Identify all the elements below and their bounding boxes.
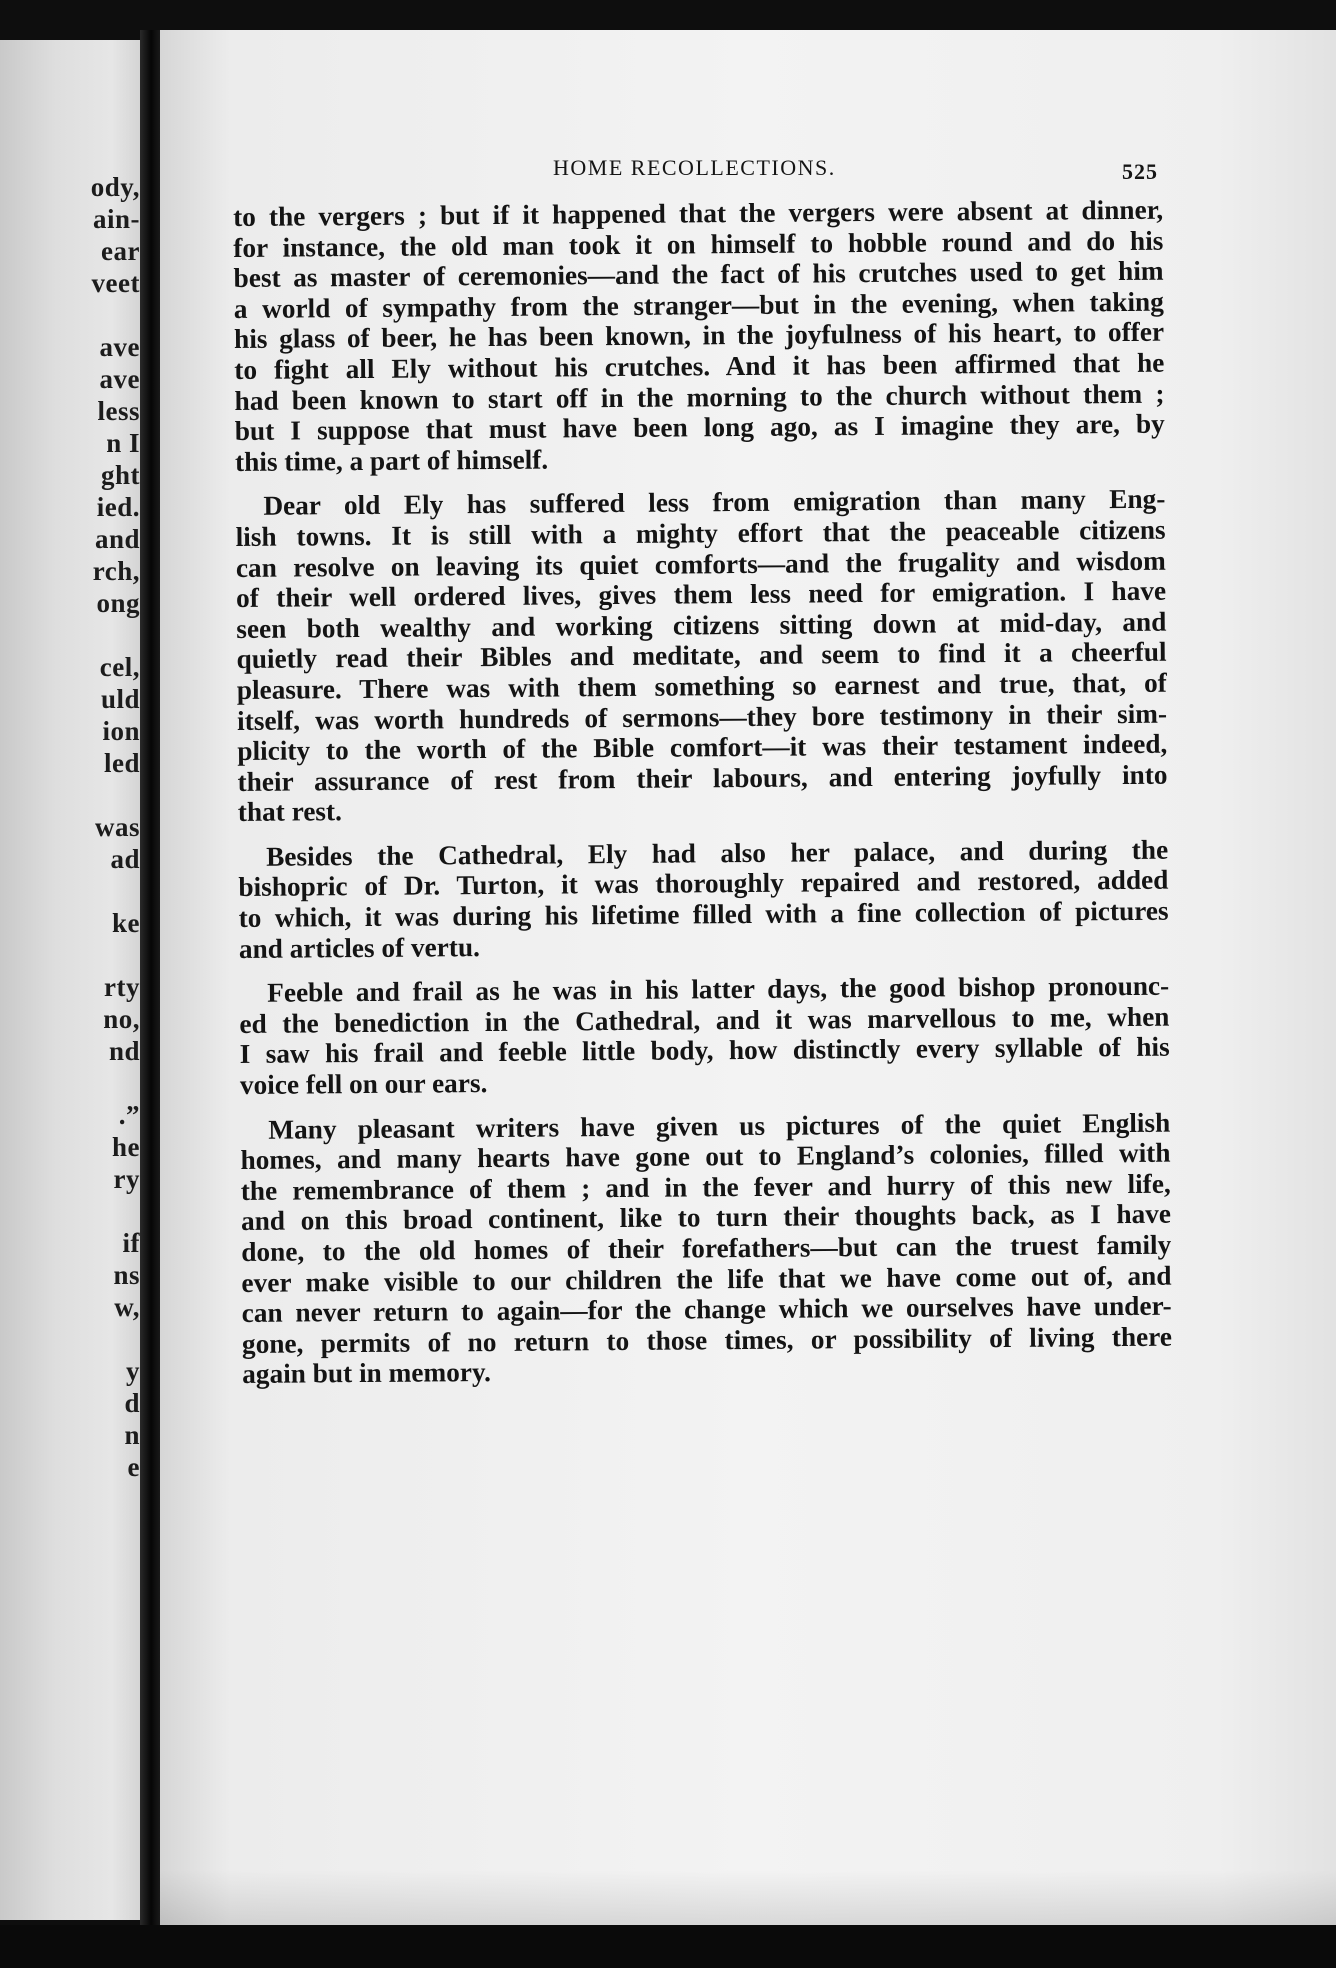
left-page-text-fragment: cel,: [99, 652, 140, 682]
text-line: but I suppose that must have been long ago, as I imagine they are, by: [234, 408, 1165, 447]
paragraph: [238, 835, 1169, 965]
left-page-text-fragment: ied.: [96, 492, 140, 522]
text-line: lish towns. It is still with a mighty effort that the peaceable citizens: [235, 514, 1166, 552]
text-line: to which, it was during his lifetime filled with a fine collection of pictures: [238, 895, 1169, 934]
left-page-text-fragment: and: [94, 524, 140, 554]
text-line: gone, permits of no return to those times, or possibility of living there: [241, 1321, 1173, 1359]
text-line: plicity to the worth of the Bible comfort—it was their testament indeed,: [237, 728, 1168, 767]
left-page-text-fragment: d: [124, 1388, 140, 1418]
left-page-text-fragment: rty: [104, 972, 140, 1002]
text-line: and articles of vertu.: [238, 931, 481, 964]
text-line: again but in memory.: [242, 1357, 492, 1390]
left-page-text-fragment: ry: [113, 1164, 140, 1194]
book-gutter: [140, 30, 162, 1930]
left-page-text-fragment: no,: [103, 1004, 140, 1034]
text-line: Many pleasant writers have given us pictures of the quiet English: [268, 1107, 1171, 1145]
page-shadow: [160, 1870, 1336, 1930]
left-page-text-fragment: w,: [114, 1292, 140, 1322]
text-line: this time, a part of himself.: [234, 444, 549, 477]
text-line: ever make visible to our children the life that we have come out of, and: [241, 1260, 1172, 1298]
text-line: Besides the Cathedral, Ely had also her palace, and during the: [266, 834, 1169, 872]
text-line: ed the benediction in the Cathedral, and it was marvellous to me, when: [239, 1001, 1170, 1039]
text-line: bishopric of Dr. Turton, it was thoroughly repaired and restored, added: [238, 865, 1169, 903]
body-text: [233, 195, 1172, 1404]
left-page-text-fragment: .”: [118, 1100, 140, 1130]
right-page: [160, 30, 1336, 1930]
text-line: can resolve on leaving its quiet comforts—and the frugality and wisdom: [235, 545, 1166, 583]
text-line: best as master of ceremonies—and the fact of his crutches used to get him: [233, 255, 1164, 294]
text-line: to the vergers ; but if it happened that the vergers were absent at dinner,: [233, 194, 1164, 232]
left-page-text-fragment: uld: [100, 684, 140, 714]
paragraph: [235, 484, 1168, 828]
text-line: homes, and many hearts have gone out to England’s colonies, filled with: [240, 1137, 1171, 1176]
left-page-text-fragment: ke: [112, 908, 140, 938]
left-page-text-fragment: y: [126, 1356, 140, 1386]
left-page-text-fragment: ad: [110, 844, 140, 874]
left-page-text-fragment: nd: [108, 1036, 140, 1066]
left-facing-page: [0, 40, 140, 1920]
text-line: and on this broad continent, like to turn their thoughts back, as I have: [240, 1199, 1172, 1237]
text-line: a world of sympathy from the stranger—but in the evening, when taking: [233, 286, 1164, 324]
left-page-text-fragment: ong: [96, 588, 140, 618]
left-page-text-fragment: ain-: [92, 204, 140, 234]
paragraph: [239, 971, 1170, 1101]
left-page-text-fragment: e: [127, 1452, 140, 1482]
left-page-text-fragment: ion: [102, 716, 140, 746]
text-line: Feeble and frail as he was in his latter days, the good bishop pronounc-: [267, 970, 1170, 1009]
text-line: that rest.: [237, 796, 343, 828]
text-line: had been known to start off in the morning to the church without them ;: [234, 378, 1165, 416]
text-line: seen both wealthy and working citizens sitting down at mid-day, and: [236, 606, 1167, 644]
text-line: their assurance of rest from their labours, and entering joyfully into: [237, 759, 1168, 797]
text-line: his glass of beer, he has been known, in the joyfulness of his heart, to offer: [233, 317, 1165, 355]
left-page-text-fragment: ave: [99, 364, 140, 394]
text-line: I saw his frail and feeble little body, how distinctly every syllable of his: [239, 1032, 1170, 1070]
page-header: [160, 155, 1336, 195]
left-page-text-fragment: ght: [100, 460, 140, 490]
text-line: can never return to again—for the change which we ourselves have under-: [241, 1290, 1172, 1329]
text-line: voice fell on our ears.: [239, 1068, 488, 1101]
text-line: quietly read their Bibles and meditate, and seem to find it a cheerful: [236, 636, 1167, 675]
scan-bottom-edge: [0, 1925, 1336, 1968]
left-page-text-fragment: led: [103, 748, 140, 778]
text-line: for instance, the old man took it on himself to hobble round and do his: [233, 225, 1164, 263]
left-page-text-fragment: he: [112, 1132, 140, 1162]
text-line: the remembrance of them ; and in the fever and hurry of this new life,: [240, 1168, 1171, 1206]
text-line: to fight all Ely without his crutches. And it has been affirmed that he: [234, 347, 1165, 385]
text-line: done, to the old homes of their forefathers—but can the truest family: [241, 1229, 1172, 1267]
paragraph: [233, 195, 1165, 478]
left-page-text-fragment: ave: [99, 332, 140, 362]
left-page-text-fragment: rch,: [92, 556, 140, 586]
paragraph: [240, 1107, 1172, 1390]
left-page-text-fragment: ody,: [90, 172, 140, 202]
left-page-text-fragment: less: [97, 396, 140, 426]
left-page-text-fragment: n I: [106, 428, 140, 458]
page-number: 525: [1122, 159, 1158, 184]
text-line: of their well ordered lives, gives them less need for emigration. I have: [235, 575, 1167, 614]
running-head: HOME RECOLLECTIONS.: [553, 155, 836, 180]
left-page-text-fragment: was: [94, 812, 140, 842]
text-line: pleasure. There was with them something so earnest and true, that, of: [236, 667, 1167, 705]
left-page-text-fragment: n: [124, 1420, 140, 1450]
left-page-text-fragment: ear: [101, 236, 140, 266]
left-page-text-fragment: if: [122, 1228, 140, 1258]
left-page-text-fragment: veet: [91, 268, 140, 298]
left-page-text-fragment: ns: [113, 1260, 140, 1290]
text-line: itself, was worth hundreds of sermons—they bore testimony in their sim-: [236, 698, 1168, 736]
text-line: Dear old Ely has suffered less from emigration than many Eng-: [263, 484, 1166, 522]
